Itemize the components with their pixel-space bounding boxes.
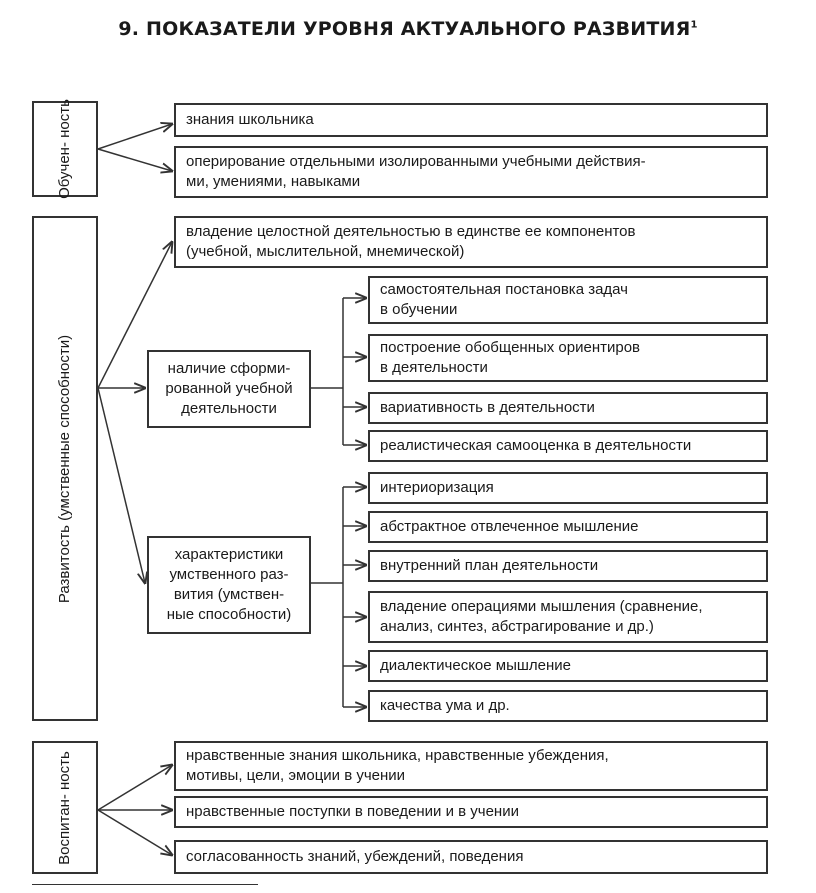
mental-box: [147, 536, 311, 634]
obuchennost-item-1: [174, 103, 768, 137]
activity-item-2: [368, 334, 768, 382]
arrow-vosp-3: [98, 810, 172, 855]
item-line2: мотивы, цели, эмоции в учении: [186, 767, 406, 784]
mental-item-6: [368, 690, 768, 722]
activity-box: [147, 350, 311, 428]
item-line1: качества ума и др.: [380, 697, 510, 714]
item-line1: вариативность в деятельности: [380, 399, 595, 416]
item-line1: интериоризация: [380, 479, 494, 496]
activity-item-3: [368, 392, 768, 424]
item-line2: ми, умениями, навыками: [186, 173, 361, 190]
activity-line2: рованной учебной: [165, 380, 293, 397]
title-text: 9. ПОКАЗАТЕЛИ УРОВНЯ АКТУАЛЬНОГО РАЗВИТИЯ: [118, 18, 691, 40]
mental-item-1: [368, 472, 768, 504]
item-line2: анализ, синтез, абстрагирование и др.): [380, 618, 654, 635]
item-line2: (учебной, мыслительной, мнемической): [186, 243, 465, 260]
item-line1: владение операциями мышления (сравнение,: [380, 598, 703, 615]
item-line1: согласованность знаний, убеждений, поведения: [186, 848, 524, 865]
razvitost-label-line2: (умственные способности): [56, 334, 74, 521]
item-line1: нравственные знания школьника, нравственные убеждения,: [186, 747, 609, 764]
item-line1: знания школьника: [186, 111, 314, 128]
item-line1: владение целостной деятельностью в единстве ее компонентов: [186, 223, 636, 240]
activity-item-1: [368, 276, 768, 324]
vospitannost-item-1: [174, 741, 768, 791]
mental-item-4: [368, 591, 768, 643]
vospitannost-item-3: [174, 840, 768, 874]
group-label-vospitannost: [32, 741, 98, 874]
razvitost-label-line1: Развитость: [56, 524, 74, 603]
vospitannost-label-line1: Воспитан-: [56, 793, 73, 865]
mental-line4: ные способности): [166, 606, 292, 623]
mental-item-5: [368, 650, 768, 682]
item-line2: в деятельности: [380, 359, 488, 376]
activity-line1: наличие сформи-: [167, 360, 291, 377]
arrow-obuch-1: [98, 124, 172, 149]
item-line1: нравственные поступки в поведении и в учении: [186, 803, 519, 820]
item-line1: построение обобщенных ориентиров: [380, 339, 641, 356]
group-label-obuchennost: [32, 101, 98, 197]
obuchennost-item-2: [174, 146, 768, 198]
razvitost-top-item: [174, 216, 768, 268]
footnote-mark: 1: [690, 19, 698, 31]
obuchennost-label-line2: ность: [56, 99, 74, 138]
obuchennost-label-line1: Обучен-: [56, 142, 74, 199]
arrow-razv-mental: [98, 388, 145, 583]
item-line1: внутренний план деятельности: [380, 557, 599, 574]
item-line1: самостоятельная постановка задач: [380, 281, 628, 298]
vospitannost-label-line2: ность: [56, 750, 73, 790]
mental-line3: вития (умствен-: [173, 586, 285, 603]
activity-item-4: [368, 430, 768, 462]
item-line1: диалектическое мышление: [380, 657, 572, 674]
mental-item-3: [368, 550, 768, 582]
footnote-divider: [32, 884, 258, 885]
activity-line3: деятельности: [181, 400, 277, 417]
item-line2: в обучении: [380, 301, 458, 318]
mental-item-2: [368, 511, 768, 543]
vospitannost-item-2: [174, 796, 768, 828]
item-line1: оперирование отдельными изолированными учебными действия-: [186, 153, 646, 170]
arrow-obuch-2: [98, 149, 172, 171]
item-line1: абстрактное отвлеченное мышление: [380, 518, 639, 535]
item-line1: реалистическая самооценка в деятельности: [380, 437, 692, 454]
mental-line2: умственного раз-: [169, 566, 289, 583]
arrow-vosp-1: [98, 765, 172, 810]
group-label-razvitost: [32, 216, 98, 721]
mental-line1: характеристики: [174, 546, 284, 563]
